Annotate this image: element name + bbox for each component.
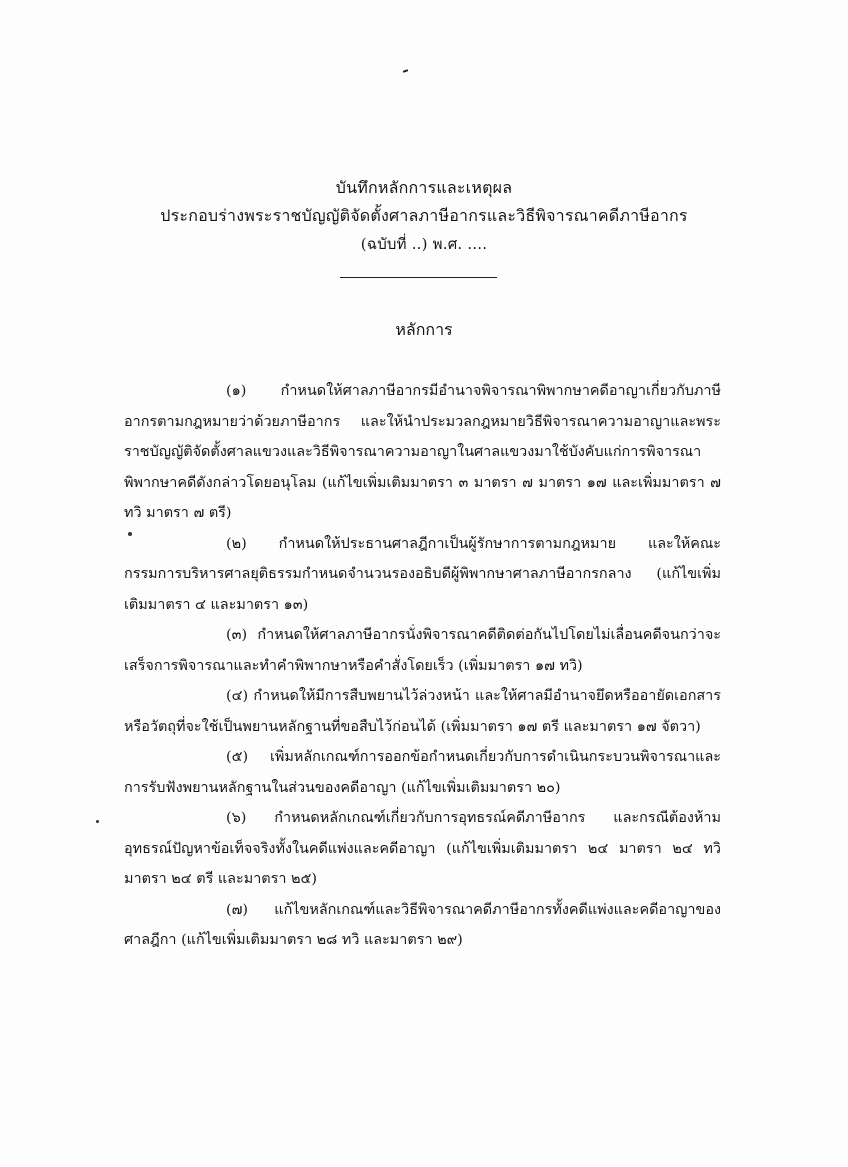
principle-paragraph: (๕) เพิ่มหลักเกณฑ์การออกข้อกำหนดเกี่ยวกับการดำเนินกระบวนพิจารณาและการรับฟังพยานหลักฐานในส่วนของคดีอาญา (แก้ไขเพิ่มเติมมาตรา ๒๐) <box>124 749 721 796</box>
principle-paragraph: (๑) กำหนดให้ศาลภาษีอากรมีอำนาจพิจารณาพิพากษาคดีอาญาเกี่ยวกับภาษีอากรตามกฎหมายว่าด้วยภาษีอากร และให้นำประมวลกฎหมายวิธีพิจารณาความอาญาและพระราชบัญญัติจัดตั้งศาลแขวงและวิธีพิจารณาความอาญาในศาลแขวงมาใช้บังคับแก่การพิจารณาพิพากษาคดีดังกล่าวโดยอนุโลม (แก้ไขเพิ่มเติมมาตรา ๓ มาตรา ๗ มาตรา ๑๗ และเพิ่มมาตรา ๗ ทวิ มาตรา ๗ ตรี) <box>124 383 721 521</box>
principles-body <box>124 376 721 956</box>
scan-speck <box>96 820 99 823</box>
title-divider <box>340 277 497 278</box>
principle-paragraph: (๒) กำหนดให้ประธานศาลฎีกาเป็นผู้รักษาการตามกฎหมาย และให้คณะกรรมการบริหารศาลยุติธรรมกำหนดจำนวนรองอธิบดีผู้พิพากษาศาลภาษีอากรกลาง (แก้ไขเพิ่มเติมมาตรา ๔ และมาตรา ๑๓) <box>124 535 721 613</box>
bill-edition: (ฉบับที่ ..) พ.ศ. .... <box>360 235 488 253</box>
principle-paragraph: (๖) กำหนดหลักเกณฑ์เกี่ยวกับการอุทธรณ์คดีภาษีอากร และกรณีต้องห้ามอุทธรณ์ปัญหาข้อเท็จจริงทั้งในคดีแพ่งและคดีอาญา (แก้ไขเพิ่มเติมมาตรา ๒๔ มาตรา ๒๔ ทวิ มาตรา ๒๔ ตรี และมาตรา ๒๕) <box>124 810 721 887</box>
scan-speck <box>403 69 408 73</box>
principle-paragraph: (๔) กำหนดให้มีการสืบพยานไว้ล่วงหน้า และให้ศาลมีอำนาจยึดหรืออายัดเอกสารหรือวัตถุที่จะใช้เป็นพยานหลักฐานที่ขอสืบไว้ก่อนได้ (เพิ่มมาตรา ๑๗ ตรี และมาตรา ๑๗ จัตวา) <box>124 688 721 735</box>
bill-title: ประกอบร่างพระราชบัญญัติจัดตั้งศาลภาษีอากรและวิธีพิจารณาคดีภาษีอากร <box>160 206 688 225</box>
principle-paragraph: (๓) กำหนดให้ศาลภาษีอากรนั่งพิจารณาคดีติดต่อกันไปโดยไม่เลื่อนคดีจนกว่าจะเสร็จการพิจารณาและทำคำพิพากษาหรือคำสั่งโดยเร็ว (เพิ่มมาตรา ๑๗ ทวิ) <box>124 627 721 674</box>
section-title: หลักการ <box>395 320 453 339</box>
memo-heading: บันทึกหลักการและเหตุผล <box>335 178 513 197</box>
principle-paragraph: (๗) แก้ไขหลักเกณฑ์และวิธีพิจารณาคดีภาษีอากรทั้งคดีแพ่งและคดีอาญาของศาลฎีกา (แก้ไขเพิ่มเติมมาตรา ๒๘ ทวิ และมาตรา ๒๙) <box>124 901 721 948</box>
